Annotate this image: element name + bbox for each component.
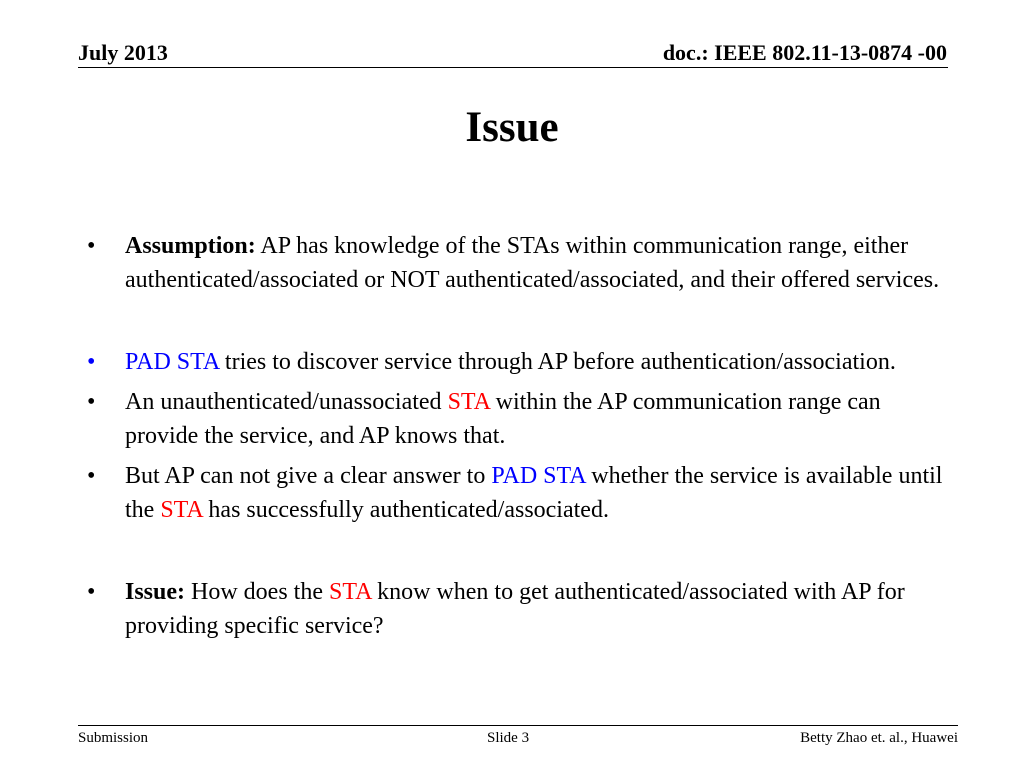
sta-term: STA (447, 389, 490, 415)
unauth-text-b: within the AP communication range can provide the service, and AP knows that. (125, 389, 881, 449)
bullet-marker: • (87, 389, 96, 415)
bullet-issue (87, 575, 955, 643)
sta-term: STA (329, 579, 372, 605)
pad-sta-text: tries to discover service through AP before authentication/association. (218, 349, 896, 375)
ap-answer-text-a: But AP can not give a clear answer to (125, 463, 492, 489)
footer-slide-number: Slide 3 (487, 730, 530, 746)
ap-answer-text-b: whether the service is available until the (125, 463, 943, 523)
header-divider (78, 67, 948, 68)
assumption-label: Assumption: (125, 233, 256, 259)
footer-authors: Betty Zhao et. al., Huawei (800, 730, 958, 746)
unauth-text-a: An unauthenticated/unassociated (125, 389, 448, 415)
bullet-list (87, 229, 955, 643)
slide-title: Issue (465, 104, 559, 151)
bullet-pad-sta (87, 345, 955, 379)
footer-submission: Submission (78, 730, 149, 746)
bullet-marker: • (87, 349, 96, 375)
assumption-text: AP has knowledge of the STAs within communication range, either authenticated/associated or NOT authenticated/associated, and their offered services. (125, 233, 940, 293)
bullet-marker: • (87, 233, 96, 259)
bullet-assumption (87, 229, 955, 297)
bullet-unauthenticated-sta (87, 385, 955, 453)
pad-sta-term: PAD STA (125, 349, 219, 375)
issue-text-b: know when to get authenticated/associated with AP for providing specific service? (125, 579, 905, 639)
pad-sta-term: PAD STA (491, 463, 586, 489)
bullet-marker: • (87, 579, 96, 605)
bullet-marker: • (87, 463, 96, 489)
sta-term: STA (160, 497, 203, 523)
header-date: July 2013 (78, 40, 168, 65)
footer-divider (78, 725, 958, 726)
issue-text-a: How does the (185, 579, 329, 605)
ap-answer-text-c: has successfully authenticated/associated. (202, 497, 609, 523)
bullet-ap-answer (87, 459, 955, 527)
header-doc-id: doc.: IEEE 802.11-13-0874 -00 (662, 40, 947, 65)
issue-label: Issue: (125, 579, 186, 605)
